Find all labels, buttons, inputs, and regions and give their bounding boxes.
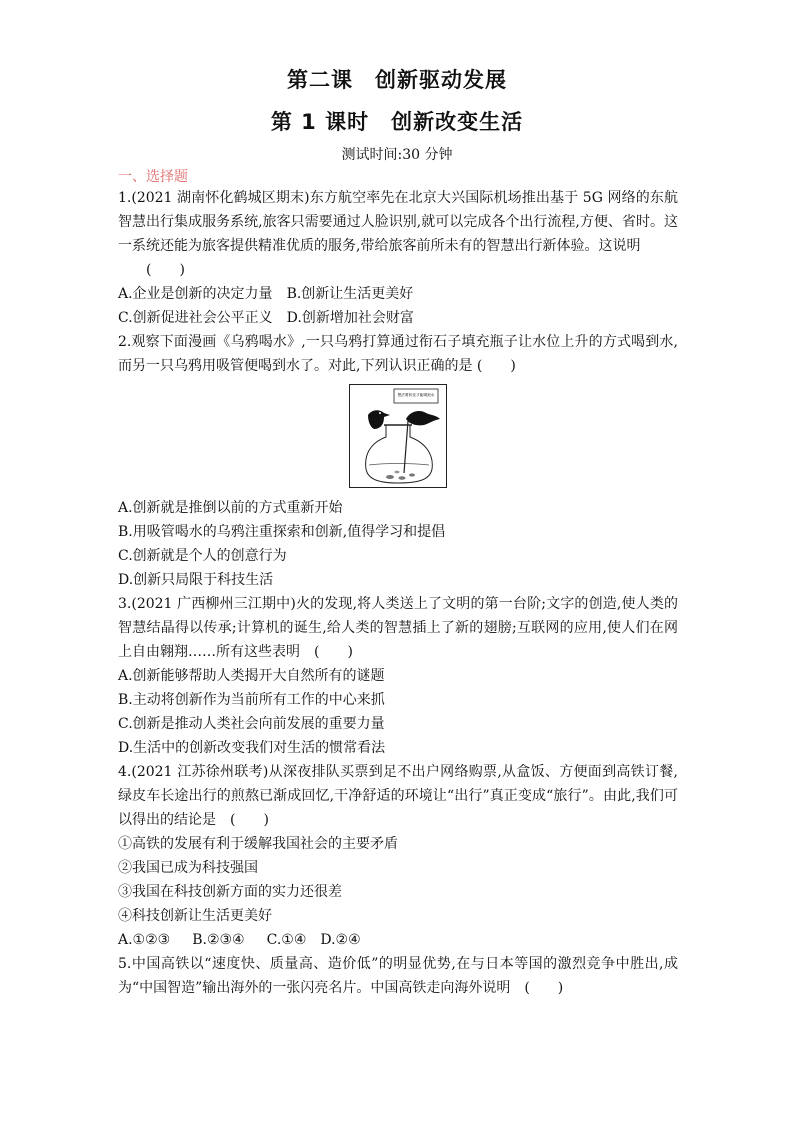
- option: B.创新让生活更美好: [286, 286, 414, 302]
- question-3-answer-bracket: ( ): [314, 644, 353, 660]
- option: A.企业是创新的决定力量: [118, 286, 273, 302]
- crow-with-straw: [406, 411, 440, 425]
- question-4-answer-bracket: ( ): [230, 812, 269, 828]
- question-2-option-a: A.创新就是推倒以前的方式重新开始: [118, 500, 343, 516]
- question-list: [118, 186, 678, 1000]
- stone: [409, 473, 415, 476]
- question-1-options-row-1: [118, 282, 678, 306]
- stone: [399, 476, 406, 480]
- crow-eye: [379, 412, 381, 414]
- question-4-statement-1: ①高铁的发展有利于缓解我国社会的主要矛盾: [118, 836, 398, 852]
- question-1-answer-bracket: ( ): [118, 262, 185, 278]
- question-3-option-b: B.主动将创新作为当前所有工作的中心来抓: [118, 692, 385, 708]
- test-time: 测试时间:30 分钟: [341, 147, 453, 163]
- period-title: 第 1 课时 创新改变生活: [270, 110, 524, 134]
- question-4-stem: 4.(2021 江苏徐州联考)从深夜排队买票到足不出户网络购票,从盒饭、方便面到高铁订餐,绿皮车长途出行的煎熬已渐成回忆,干净舒适的环境让“出行”真正变成“旅行”。由此,我们可以得出的结论是 ( ): [118, 764, 678, 828]
- question-4-statement-4: ④科技创新让生活更美好: [118, 908, 272, 924]
- question-2-stem: 2.观察下面漫画《乌鸦喝水》,一只乌鸦打算通过衔石子填充瓶子让水位上升的方式喝到水,而另一只乌鸦用吸管便喝到水了。对此,下列认识正确的是 ( ): [118, 334, 678, 374]
- question-2-option-b: B.用吸管喝水的乌鸦注重探索和创新,值得学习和提倡: [118, 524, 446, 540]
- lesson-title: 第二课 创新驱动发展: [287, 68, 507, 92]
- question-1-stem: 1.(2021 湖南怀化鹤城区期末)东方航空率先在北京大兴国际机场推出基于 5G 网络的东航智慧出行集成服务系统,旅客只需要通过人脸识别,就可以完成各个出行流程,方便、省时。这一系统还能为旅客提供精准优质的服务,带给旅客前所未有的智慧出行新体验。这说明: [118, 190, 678, 254]
- option: C.①④: [266, 932, 307, 948]
- question-2-option-c: C.创新就是个人的创意行为: [118, 548, 287, 564]
- question-5-stem: 5.中国高铁以“速度快、质量高、造价低”的明显优势,在与日本等国的激烈竞争中胜出,成为“中国智造”输出海外的一张闪亮名片。中国高铁走向海外说明 ( ): [118, 956, 678, 996]
- crow-drinking-cartoon: [349, 384, 447, 488]
- cartoon-caption: 想法要转变才能喝到水: [397, 393, 435, 397]
- cartoon-drawing: [350, 385, 446, 487]
- question-2-answer-bracket: ( ): [476, 358, 516, 374]
- option: D.②④: [320, 932, 361, 948]
- question-3-option-c: C.创新是推动人类社会向前发展的重要力量: [118, 716, 385, 732]
- question-4-options: [118, 928, 678, 952]
- option: C.创新促进社会公平正义: [118, 310, 273, 326]
- option: D.创新增加社会财富: [286, 310, 414, 326]
- stone: [386, 475, 394, 479]
- bottle-shape: [366, 425, 433, 483]
- option: A.①②③: [118, 932, 171, 948]
- option: B.②③④: [192, 932, 245, 948]
- question-1-options-row-2: [118, 306, 678, 330]
- stone: [395, 471, 400, 474]
- section-title: 一、选择题: [118, 169, 188, 185]
- question-5-answer-bracket: ( ): [524, 980, 564, 996]
- question-4-statement-3: ③我国在科技创新方面的实力还很差: [118, 884, 342, 900]
- question-3-option-d: D.生活中的创新改变我们对生活的惯常看法: [118, 740, 386, 756]
- question-3-option-a: A.创新能够帮助人类揭开大自然所有的谜题: [118, 668, 385, 684]
- question-4-statement-2: ②我国已成为科技强国: [118, 860, 258, 876]
- question-2-option-d: D.创新只局限于科技生活: [118, 572, 274, 588]
- question-3-stem: 3.(2021 广西柳州三江期中)火的发现,将人类送上了文明的第一台阶;文字的创造,使人类的智慧结晶得以传承;计算机的诞生,给人类的智慧插上了新的翅膀;互联网的应用,使人们在网上自由翱翔……所有这些表明 ( ): [118, 596, 678, 660]
